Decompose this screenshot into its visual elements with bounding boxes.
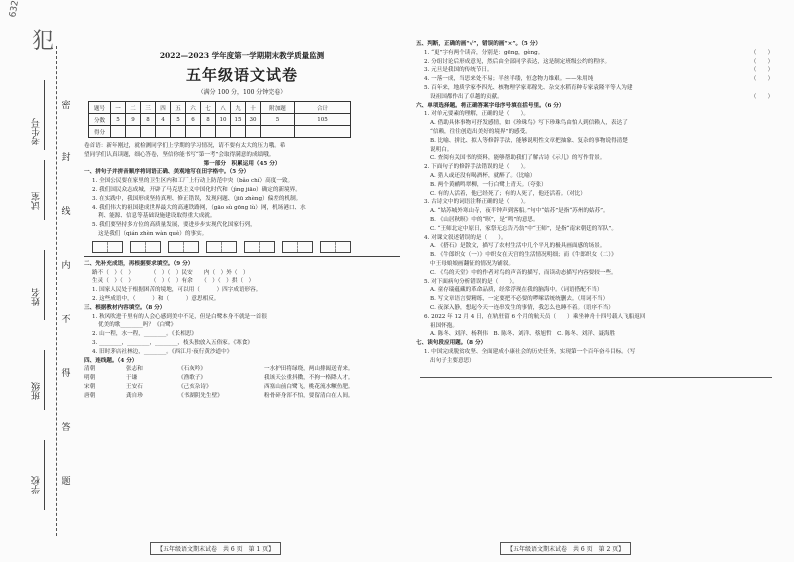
question-text: “信赖，往往创造出美好的境界”的感受。 bbox=[430, 128, 531, 135]
answer-bracket[interactable]: （ ） bbox=[750, 58, 774, 65]
question-text: 5. 百年来，地质学家李四光、核物理学家邓稼先、杂交水稻育种专家袁隆平等人为建 bbox=[424, 84, 633, 91]
score-cell: 得分 bbox=[89, 126, 111, 138]
seal-word: 不 bbox=[61, 315, 71, 325]
question-text: 5. 我们要坚持多方位的高质量发展，要进步步实现代化国家行列， bbox=[92, 222, 256, 229]
exam-title: 五年级语文试卷 bbox=[185, 66, 298, 84]
question-text: A. 童存瑞蕴藏的革命品质，经常浮现在我的脑海中。（词语搭配不当） bbox=[430, 287, 603, 294]
page-1 bbox=[84, 40, 400, 401]
question-line bbox=[84, 330, 400, 339]
score-cell[interactable] bbox=[201, 126, 216, 138]
tianzige-box[interactable] bbox=[206, 241, 237, 253]
question-text: 2. 我们国民众志成城，开辟了马克思主义中国化时代和（jìng jiāo）确定的新境界。 bbox=[92, 186, 301, 193]
matching-item[interactable]: 于谦 bbox=[126, 375, 138, 382]
question-text: 4. 一落一成，当思来处不易；半丝半缕，恒念物力维艰。——朱用纯 bbox=[424, 76, 594, 83]
score-table bbox=[88, 101, 351, 138]
answer-bracket[interactable]: （ ） bbox=[750, 67, 774, 74]
matching-item[interactable]: 宋朝 bbox=[84, 383, 96, 390]
matching-row bbox=[84, 383, 400, 392]
question-text: 四、连线题。（4 分） bbox=[84, 357, 138, 364]
question-text: 三、根据教材内容填空。（8 分） bbox=[84, 304, 166, 311]
class-field[interactable] bbox=[44, 350, 45, 410]
score-cell: 二 bbox=[126, 102, 141, 114]
matching-item[interactable]: 《己亥杂诗》 bbox=[178, 383, 212, 390]
question-line bbox=[416, 234, 776, 243]
score-cell[interactable] bbox=[295, 126, 351, 138]
question-line bbox=[416, 207, 776, 216]
score-cell: 六 bbox=[186, 102, 201, 114]
question-line bbox=[416, 172, 776, 181]
score-cell: 十 bbox=[246, 102, 261, 114]
seal-word: 密 bbox=[61, 101, 71, 111]
score-cell: 七 bbox=[201, 102, 216, 114]
question-text: 六、单项选择题。将正确答案字母序号填在括号里。（6 分） bbox=[416, 102, 565, 109]
page-footer-2: 【五年级语文期末试卷 共 6 页 第 2 页】 bbox=[500, 542, 631, 555]
question-line bbox=[84, 357, 400, 366]
section-part2 bbox=[84, 260, 400, 366]
question-line bbox=[84, 195, 400, 204]
label-exam-room: 试室 bbox=[32, 192, 42, 210]
tianzige-box[interactable] bbox=[320, 241, 351, 253]
question-text: 2. 下面句子的修辞手法错误的是（ ）。 bbox=[424, 164, 530, 171]
matching-item[interactable]: 龚自珍 bbox=[126, 392, 143, 399]
question-text: 七、读句段应用题。（8 分） bbox=[416, 340, 487, 347]
question-line bbox=[416, 110, 776, 119]
section-part1 bbox=[84, 142, 400, 239]
question-line bbox=[84, 269, 400, 278]
question-text: 望同学们认真读题，细心答卷，坚信你能书写“第一考”会取得满意的成绩哦。 bbox=[84, 151, 275, 158]
question-line bbox=[416, 225, 776, 234]
question-line bbox=[84, 277, 400, 286]
score-cell: 10 bbox=[216, 114, 231, 126]
question-text: A. 借助具体事物可抒发感情，如《珍珠鸟》写下珍珠鸟由怕人到信赖人，表达了 bbox=[430, 120, 628, 127]
matching-item[interactable]: 唐朝 bbox=[84, 392, 96, 399]
matching-row bbox=[84, 392, 400, 401]
matching-table bbox=[84, 365, 400, 400]
score-cell: 九 bbox=[231, 102, 246, 114]
seal-word: 内 bbox=[61, 261, 71, 271]
question-text: C. 夜深入静，想起今天一连串发生的事情，我怎么也睡不着。（语序不当） bbox=[430, 304, 614, 311]
score-cell: 5 bbox=[171, 114, 186, 126]
score-cell: 三 bbox=[141, 102, 156, 114]
score-row-earned bbox=[89, 126, 351, 138]
matching-item[interactable]: 张志和 bbox=[126, 366, 143, 373]
exam-term: 2022—2023 学年度第一学期期末教学质量监测 bbox=[159, 51, 325, 60]
question-line bbox=[84, 313, 400, 322]
score-cell[interactable] bbox=[126, 126, 141, 138]
question-line bbox=[84, 295, 400, 304]
question-text: 3. ________，________，________，枝头独放入五俗家。《寒食》 bbox=[92, 339, 253, 346]
tianzige-box[interactable] bbox=[168, 241, 199, 253]
score-cell[interactable] bbox=[186, 126, 201, 138]
score-cell[interactable] bbox=[156, 126, 171, 138]
question-line bbox=[416, 286, 776, 295]
school-field[interactable] bbox=[44, 440, 45, 510]
matching-item[interactable]: 《书湖阴先生壁》 bbox=[178, 392, 223, 399]
writing-grid[interactable] bbox=[92, 241, 400, 253]
question-line bbox=[416, 58, 776, 67]
page-2 bbox=[416, 40, 776, 378]
question-text: 生灵（ ）（ ） （ ）（ ）有余 （ ）（ ）拱（ ） bbox=[92, 278, 255, 285]
question-line bbox=[416, 242, 776, 251]
question-text: 第一部分 积累运用（45 分） bbox=[203, 160, 281, 167]
label-name: 姓名 bbox=[32, 288, 42, 306]
tianzige-box[interactable] bbox=[130, 241, 161, 253]
student-id-field[interactable] bbox=[44, 80, 45, 150]
question-text: 1. 全国公民要在家里的卫生区内和工厂上行动上防范中央（bǎo chí）高度一致。 bbox=[92, 178, 294, 185]
question-text: B. 比喻、拼比、拟人等修辞手法，能够说明性文章把抽象、复杂的事物说得清楚 bbox=[430, 137, 628, 144]
handwritten-mark: 犯 bbox=[32, 29, 55, 54]
score-cell: 30 bbox=[246, 114, 261, 126]
question-text: 路不（ ）（ ） （ ）（ ）民安 内（ ）外（ ） bbox=[92, 269, 249, 276]
matching-item[interactable]: 《石灰吟》 bbox=[178, 366, 206, 373]
tianzige-box[interactable] bbox=[282, 241, 313, 253]
page-footer-1: 【五年级语文期末试卷 共 6 页 第 1 页】 bbox=[150, 542, 281, 555]
seal-word: 线 bbox=[61, 207, 71, 217]
score-row-items bbox=[89, 102, 351, 114]
question-line bbox=[416, 154, 776, 163]
question-text: 出句子主要意思） bbox=[430, 357, 475, 364]
score-cell: 题号 bbox=[89, 102, 111, 114]
score-cell[interactable] bbox=[111, 126, 126, 138]
question-text: 2. 山一程，水一程，________。《长相思》 bbox=[92, 331, 198, 338]
question-line bbox=[416, 278, 776, 287]
question-line bbox=[84, 186, 400, 195]
score-cell: 五 bbox=[171, 102, 186, 114]
matching-item[interactable]: 明朝 bbox=[84, 375, 96, 382]
question-line bbox=[84, 168, 400, 177]
matching-item[interactable]: 我该天公重抖擞，不拘一格降人才。 bbox=[264, 375, 354, 382]
tianzige-box[interactable] bbox=[244, 241, 275, 253]
exam-note: （满分 100 分，100 分钟完卷） bbox=[197, 89, 287, 96]
score-cell: 合计 bbox=[295, 102, 351, 114]
question-line bbox=[84, 339, 400, 348]
question-line bbox=[416, 348, 776, 357]
question-line bbox=[416, 137, 776, 146]
question-text: 利、能源、信息等基础设施建设取得重大成就。 bbox=[98, 213, 216, 220]
question-text: 祖国怀抱。 bbox=[430, 322, 458, 329]
score-cell: 八 bbox=[216, 102, 231, 114]
question-text: 中王母娘娘画翻征的情况为铺叙。 bbox=[430, 260, 514, 267]
answer-bracket[interactable]: （ ） bbox=[750, 93, 774, 100]
question-text: 2. 分组讨论后形成意见，然后由全部同学表达，这是制定班级公约的程序。 bbox=[424, 58, 611, 65]
score-cell[interactable] bbox=[171, 126, 186, 138]
seal-word: 封 bbox=[61, 153, 71, 163]
question-text: C. 有的人活着，他已经死了；有的人死了，他还活着。（对比） bbox=[430, 190, 586, 197]
divider bbox=[84, 256, 400, 257]
question-line bbox=[416, 357, 776, 366]
question-text: B. 写文章语言要精练，一定要把不必要的啰嗦话统统删去。（用词不当） bbox=[430, 296, 609, 303]
question-text: 1. 国家人民处于根据困苦的境地，可以用（ ）四字成语形容。 bbox=[92, 287, 262, 294]
question-text: 4. 我们伟大的祖国建成世界最大的高速铁路网，（gāo sù gōng lù）网，机场港口、水 bbox=[92, 204, 306, 211]
score-cell[interactable] bbox=[246, 126, 261, 138]
tianzige-box[interactable] bbox=[92, 241, 123, 253]
matching-item[interactable]: 清朝 bbox=[84, 366, 96, 373]
question-line bbox=[416, 66, 776, 75]
question-text: 1. 对单元要素的理解，正确的是（ ）。 bbox=[424, 111, 530, 118]
question-text: 4. 旧时茅店社林边，________。《西江月·夜行黄沙道中》 bbox=[92, 348, 233, 355]
question-line bbox=[416, 181, 776, 190]
matching-item[interactable]: 王安石 bbox=[126, 383, 143, 390]
question-line bbox=[416, 295, 776, 304]
score-row-points bbox=[89, 114, 351, 126]
score-cell: 一 bbox=[111, 102, 126, 114]
question-text: 优美的歌________吗？《白鹭》 bbox=[98, 322, 177, 329]
question-line bbox=[416, 119, 776, 128]
question-line bbox=[416, 102, 776, 111]
question-text: 3. 元旦是我国的传统节日。 bbox=[424, 67, 493, 74]
question-text: A. 陈冬、刘洋、杨利伟 B. 陈冬、刘洋、蔡旭哲 C. 陈冬、刘洋、聂海胜 bbox=[430, 331, 616, 338]
question-line bbox=[84, 348, 400, 357]
question-text: 1. “更”字有两个读音，分别是：gēng，gèng。 bbox=[424, 49, 544, 56]
seal-word: 答 bbox=[61, 423, 71, 433]
question-text: 4. 对课文叙述错误的是（ ）。 bbox=[424, 234, 507, 241]
question-line bbox=[84, 151, 400, 160]
score-cell: 8 bbox=[141, 114, 156, 126]
question-line bbox=[416, 84, 776, 93]
question-line bbox=[416, 75, 776, 84]
question-text: 2. 这些成语中，（ ）和（ ）意思相反。 bbox=[92, 295, 220, 302]
matching-item[interactable]: 《渔歌子》 bbox=[178, 375, 206, 382]
question-text: 3. 在实践中，我国形成坚持真理、修正错误，发现问题、（jiū zhèng）偏差的机制。 bbox=[92, 195, 302, 202]
question-text: B. 《山居秋暝》中的“暝”，是“鸣”的意思。 bbox=[430, 216, 539, 223]
label-class: 班级 bbox=[32, 382, 42, 400]
question-text: B. 《牛郎织女（一）》中织女在天宫的生活情况明细；而《牛郎织女（二）》 bbox=[430, 252, 617, 259]
question-line bbox=[416, 330, 776, 339]
exam-room-field[interactable] bbox=[44, 160, 45, 220]
score-cell: 分数 bbox=[89, 114, 111, 126]
question-line bbox=[416, 269, 776, 278]
question-line bbox=[84, 142, 400, 151]
question-line bbox=[416, 93, 776, 102]
question-line bbox=[84, 204, 400, 213]
matching-row bbox=[84, 365, 400, 374]
question-line bbox=[84, 177, 400, 186]
question-line bbox=[416, 251, 776, 260]
score-cell[interactable] bbox=[261, 126, 295, 138]
question-line bbox=[84, 286, 400, 295]
question-line bbox=[416, 163, 776, 172]
question-text: A. 《搭石》是散文，描写了农村生活中几个平凡的极具画面感的场景。 bbox=[430, 243, 606, 250]
question-line bbox=[416, 260, 776, 269]
question-text: 卷首语：新年刚过，就检测同学们上学期的学习情况，请不要有太大的压力哦。希 bbox=[84, 143, 286, 149]
score-cell[interactable] bbox=[216, 126, 231, 138]
seal-word: 题 bbox=[61, 477, 71, 487]
question-line bbox=[84, 304, 400, 313]
question-text: 1. 中国完成脱贫攻坚、全面建成小康社会的历史任务，实现第一个百年奋斗目标。（写 bbox=[424, 348, 636, 355]
label-student-id: 考生号 bbox=[32, 118, 42, 145]
question-text: 设祖国都作出了卓越的贡献。 bbox=[430, 93, 503, 100]
question-text: 这是我们（qián zhèn wàn què）的事实。 bbox=[98, 230, 208, 237]
score-cell[interactable] bbox=[141, 126, 156, 138]
question-line bbox=[416, 322, 776, 331]
score-cell: 9 bbox=[126, 114, 141, 126]
question-text: 1. 秋风吹进千里有的人会心感到美中不足，但是白鹭本身不就是一首很 bbox=[92, 313, 267, 320]
seal-line bbox=[56, 46, 57, 536]
question-text: 五、判断，正确的画“√”，错误的画“×”。（5 分） bbox=[416, 41, 541, 47]
question-text: 5. 对下面病句分析错误的是（ ）。 bbox=[424, 278, 518, 285]
question-line bbox=[84, 221, 400, 230]
section-right bbox=[416, 40, 776, 365]
question-line bbox=[416, 49, 776, 58]
question-line bbox=[416, 198, 776, 207]
question-line bbox=[416, 216, 776, 225]
question-line bbox=[416, 40, 776, 49]
score-cell: 6 bbox=[186, 114, 201, 126]
handwritten-note: 632 bbox=[8, 0, 22, 19]
score-cell: 105 bbox=[295, 114, 351, 126]
matching-row bbox=[84, 374, 400, 383]
answer-bracket[interactable]: （ ） bbox=[750, 49, 774, 56]
question-text: C. 《鸟的天堂》中的作者对鸟的声音的描写，而读动态描写内容要较一些。 bbox=[430, 269, 617, 276]
score-cell: 四 bbox=[156, 102, 171, 114]
score-cell: 4 bbox=[156, 114, 171, 126]
question-line bbox=[84, 230, 400, 239]
question-text: 6. 2022 年 12 月 4 日，在轨驻留 6 个月的航天员（ ）乘坐神舟十四号载人飞船返回 bbox=[424, 313, 646, 320]
matching-item[interactable]: 粉骨碎身浑不怕，要留清白在人间。 bbox=[264, 392, 354, 399]
score-cell: 8 bbox=[201, 114, 216, 126]
question-line bbox=[84, 160, 400, 169]
question-text: C. “王师北定中原日，家祭无忘告乃翁”中“王师”，是指“南宋朝廷的军队”。 bbox=[430, 225, 618, 232]
score-cell: 5 bbox=[261, 114, 295, 126]
score-cell: 15 bbox=[231, 114, 246, 126]
answer-bracket[interactable]: （ ） bbox=[750, 76, 774, 83]
question-text: A. 猎人或还没有喝酒杯，就醉了。（比喻） bbox=[430, 172, 536, 179]
question-line bbox=[416, 304, 776, 313]
question-line bbox=[416, 339, 776, 348]
question-text: C. 查阅有关国书的资料，能够帮助我们了解古诗《示儿》的写作背景。 bbox=[430, 155, 606, 162]
question-text: A. “姑苏城外寒山寺，夜半钟声到客船。”句中“姑苏”是指“苏州的姑苏”。 bbox=[430, 208, 609, 215]
question-text: 一、拼句子并拼音顺序将词语正确、美观地写在田字格中。（5 分） bbox=[84, 169, 250, 176]
label-school: 学校 bbox=[32, 476, 42, 494]
name-field[interactable] bbox=[44, 250, 45, 320]
question-line bbox=[84, 212, 400, 221]
question-line bbox=[84, 321, 400, 330]
question-line bbox=[416, 313, 776, 322]
question-line bbox=[416, 190, 776, 199]
answer-line[interactable] bbox=[420, 369, 772, 378]
score-cell: 附加题 bbox=[261, 102, 295, 114]
question-text: B. 两个黄鹂鸣翠柳，一行白鹭上青天。（夸张） bbox=[430, 181, 547, 188]
score-cell: 5 bbox=[111, 114, 126, 126]
question-text: 说明白。 bbox=[430, 146, 453, 153]
matching-item[interactable]: 一水护田将绿绕，两山排闼送青来。 bbox=[264, 366, 354, 373]
question-text: 二、先补充成语，再根据要求填空。（9 分） bbox=[84, 260, 194, 267]
question-line bbox=[84, 260, 400, 269]
score-cell[interactable] bbox=[231, 126, 246, 138]
question-line bbox=[416, 146, 776, 155]
seal-word: 得 bbox=[61, 369, 71, 379]
matching-item[interactable]: 西塞山前白鹭飞，桃花流水鳜鱼肥。 bbox=[264, 383, 354, 390]
question-text: 3. 古诗文中的词语注释正确的是（ ）。 bbox=[424, 199, 530, 206]
question-line bbox=[416, 128, 776, 137]
